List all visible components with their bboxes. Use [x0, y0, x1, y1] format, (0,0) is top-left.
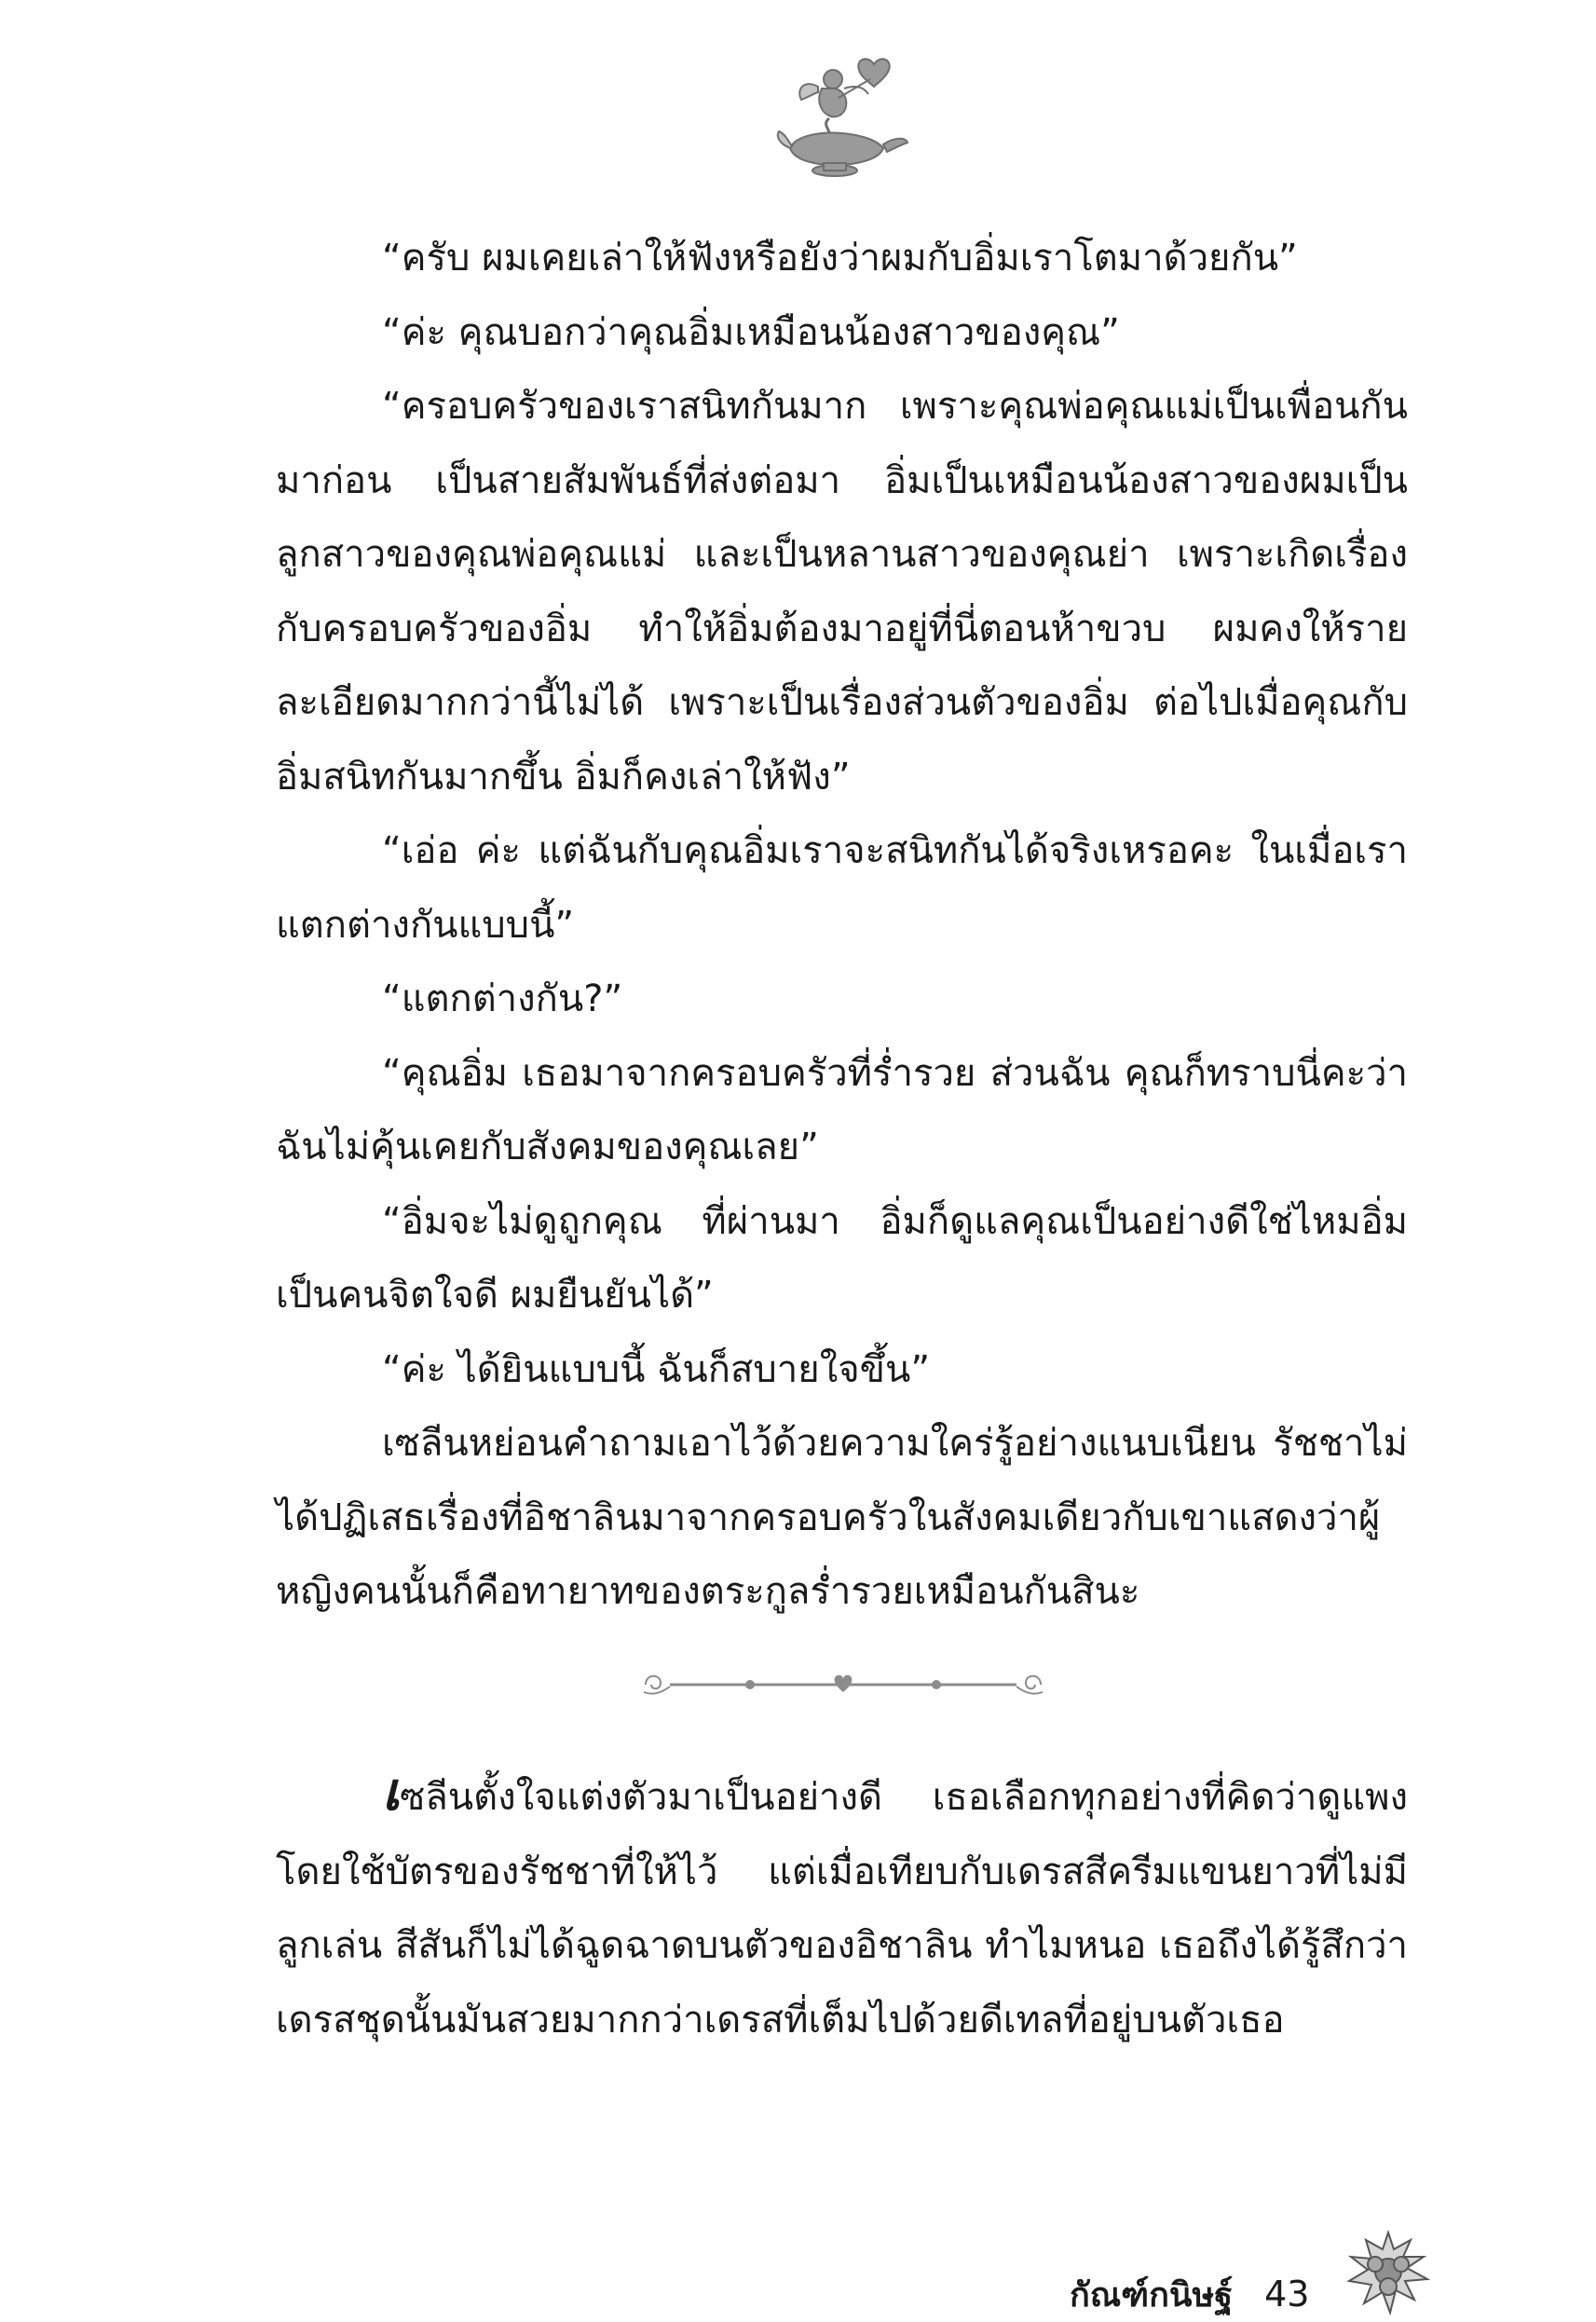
- page-number: 43: [1264, 2274, 1310, 2315]
- paragraph: “เอ่อ ค่ะ แต่ฉันกับคุณอิ่มเราจะสนิทกันได้จริงเหรอคะ ในเมื่อเราแตกต่างกันแบบนี้”: [276, 829, 1408, 947]
- cupid-lamp-ornament-icon: [764, 51, 913, 182]
- paragraph: “อิ่มจะไม่ดูถูกคุณ ที่ผ่านมา อิ่มก็ดูแลคุณเป็นอย่างดีใช่ไหมอิ่มเป็นคนจิตใจดี ผมยืนยันได้”: [276, 1199, 1408, 1317]
- paragraph: “คุณอิ่ม เธอมาจากครอบครัวที่ร่ำรวย ส่วนฉัน คุณก็ทราบนี่คะว่าฉันไม่คุ้นเคยกับสังคมของคุณเลย”: [276, 1051, 1408, 1168]
- flower-bouquet-ornament-icon: [1342, 2229, 1435, 2318]
- paragraph-body: ซลีนตั้งใจแต่งตัวมาเป็นอย่างดี เธอเลือกทุกอย่างที่คิดว่าดูแพง โดยใช้บัตรของรัชชาที่ให้ไว้ แต่เมื่อเทียบกับเดรสสีครีมแขนยาวที่ไม่มีลูกเล่น สีสันก็ไม่ได้ฉูดฉาดบนตัวของอิชาลิน ทำไมหนอ เธอถึงได้รู้สึกว่าเดรสชุดนั้นมันสวยมากกว่าเดรสที่เต็มไปด้วยดีเทลที่อยู่บนตัวเธอ: [276, 1776, 1408, 2042]
- page-footer: [1070, 2266, 1309, 2322]
- drop-cap: เ: [382, 1761, 401, 1823]
- book-title: กัณฑ์กนิษฐ์: [1070, 2275, 1234, 2315]
- chapter-text: [276, 222, 1408, 1630]
- paragraph: “ค่ะ ได้ยินแบบนี้ ฉันก็สบายใจขึ้น”: [382, 1347, 931, 1391]
- paragraph: เซลีนหย่อนคำถามเอาไว้ด้วยความใคร่รู้อย่างแนบเนียน รัชชาไม่ได้ปฏิเสธเรื่องที่อิชาลินมาจากครอบครัวในสังคมเดียวกับเขาแสดงว่าผู้หญิงคนนั้นก็คือทายาทของตระกูลร่ำรวยเหมือนกันสินะ: [276, 1422, 1408, 1613]
- paragraph: “ครอบครัวของเราสนิทกันมาก เพราะคุณพ่อคุณแม่เป็นเพื่อนกันมาก่อน เป็นสายสัมพันธ์ที่ส่งต่อมา อิ่มเป็นเหมือนน้องสาวของผมเป็นลูกสาวของคุณพ่อคุณแม่ และเป็นหลานสาวของคุณย่า เพราะเกิดเรื่องกับครอบครัวของอิ่ม ทำให้อิ่มต้องมาอยู่ที่นี่ตอนห้าขวบ ผมคงให้รายละเอียดมากกว่านี้ไม่ได้ เพราะเป็นเรื่องส่วนตัวของอิ่ม ต่อไปเมื่อคุณกับอิ่มสนิทกันมากขึ้น อิ่มก็คงเล่าให้ฟัง”: [276, 385, 1408, 799]
- paragraph: “แตกต่างกัน?”: [382, 977, 623, 1020]
- paragraph: “ครับ ผมเคยเล่าให้ฟังหรือยังว่าผมกับอิ่มเราโตมาด้วยกัน”: [382, 237, 1298, 280]
- paragraph: [276, 1761, 1408, 2057]
- section-two-text: [276, 1761, 1408, 2057]
- paragraph: “ค่ะ คุณบอกว่าคุณอิ่มเหมือนน้องสาวของคุณ”: [382, 310, 1120, 354]
- section-divider-icon: [638, 1664, 1048, 1705]
